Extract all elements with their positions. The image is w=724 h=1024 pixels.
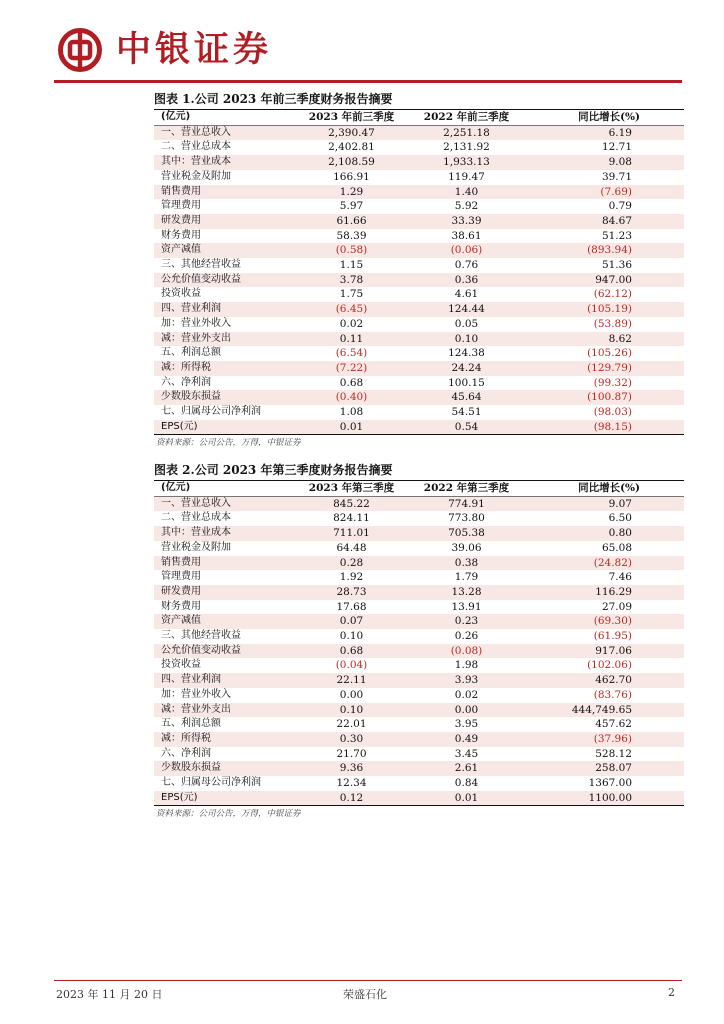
row-label: 四、营业利润 [154,673,294,688]
value-current: (7.22) [294,361,409,376]
table-row [154,600,684,615]
source-note: 资料来源：公司公告，万得，中银证券 [156,438,301,449]
value-prior: 0.23 [409,614,524,629]
value-yoy: (129.79) [524,361,684,376]
value-yoy: (99.32) [593,376,632,389]
value-prior: 39.06 [451,541,482,554]
row-label: 销售费用 [154,556,294,571]
value-prior: 13.28 [409,585,524,600]
value-prior: 0.05 [454,317,479,330]
value-yoy: 444,749.65 [524,703,684,718]
table-row [154,732,684,747]
footer-company: 荣盛石化 [343,988,387,1001]
table-header-row [154,110,684,125]
value-yoy: 7.46 [608,571,632,584]
value-prior: 2,251.18 [409,125,524,140]
row-label: 少数股东损益 [154,761,294,776]
table-row [154,585,684,600]
value-current: 58.39 [336,229,367,242]
value-yoy: 947.00 [524,273,684,288]
value-yoy: (98.03) [593,406,632,419]
table-row [154,629,684,644]
value-yoy: 8.62 [524,332,684,347]
table-row [154,541,684,556]
row-label: 加：营业外收入 [161,688,231,700]
value-current: 28.73 [294,585,409,600]
value-current: 0.28 [294,556,409,571]
row-label: 一、营业总收入 [154,496,294,511]
value-current: (0.40) [294,390,409,405]
table-row [154,526,684,541]
value-current: 2,390.47 [294,125,409,140]
header-unit: (亿元) [154,110,294,125]
value-current: 0.30 [294,732,409,747]
table-row [154,258,684,273]
row-label: 减：所得税 [154,732,294,747]
value-yoy: 917.06 [524,644,684,659]
value-prior: (0.08) [409,644,524,659]
row-label: 管理费用 [161,200,201,212]
value-current: 1.92 [339,571,364,584]
value-yoy: 1367.00 [588,777,632,790]
value-prior: 774.91 [409,496,524,511]
header-current: 2023 年前三季度 [294,110,409,125]
value-prior: 100.15 [448,376,485,389]
value-prior: 0.76 [454,259,479,272]
value-current: 0.10 [339,630,364,643]
table-row [154,170,684,185]
row-label: 财务费用 [161,229,201,241]
value-current: 0.10 [294,703,409,718]
header-unit: (亿元) [154,481,294,496]
row-label: 研发费用 [154,585,294,600]
table-row [154,214,684,229]
header-prior: 2022 年第三季度 [409,481,524,496]
value-current: 5.97 [339,200,364,213]
row-label: 加：营业外收入 [161,317,231,329]
value-current: 0.00 [339,688,364,701]
value-current: (0.04) [335,659,368,672]
row-label: 减：营业外支出 [154,332,294,347]
row-label: 五、利润总额 [161,347,221,359]
row-label: 营业税金及附加 [161,170,231,182]
table-row [154,570,684,585]
header-prior: 2022 年前三季度 [409,110,524,125]
value-current: 0.11 [294,332,409,347]
value-yoy: 0.79 [608,200,632,213]
value-yoy: 0.80 [524,526,684,541]
value-prior: 2.61 [409,761,524,776]
value-yoy: 39.71 [601,170,632,183]
value-yoy: (105.26) [587,347,632,360]
value-yoy: 51.23 [601,229,632,242]
value-prior: 0.84 [454,777,479,790]
header-current: 2023 年第三季度 [294,481,409,496]
value-prior: 2,131.92 [443,141,490,154]
footer-date: 2023 年 11 月 20 日 [56,988,163,1001]
value-yoy: 462.70 [524,673,684,688]
table-row [154,185,684,200]
row-label: 二、营业总成本 [161,512,231,524]
header-yoy: 同比增长(%) [524,481,684,496]
value-current: 0.68 [294,644,409,659]
value-prior: 124.44 [409,302,524,317]
row-label: 资产减值 [154,243,294,258]
page-header [54,24,682,82]
value-yoy: (53.89) [593,317,632,330]
value-current: 1.15 [339,259,364,272]
source-note: 资料来源：公司公告，万得，中银证券 [156,809,301,820]
table-row [154,140,684,155]
value-prior: 38.61 [451,229,482,242]
table-row [154,125,684,140]
value-yoy: 457.62 [595,718,632,731]
table-row [154,332,684,347]
value-yoy: 528.12 [595,747,632,760]
table-row [154,791,684,806]
value-prior: 0.01 [409,791,524,806]
value-prior: 1,933.13 [409,155,524,170]
table-row [154,155,684,170]
table-row [154,556,684,571]
value-yoy: 1100.00 [524,791,684,806]
table-row [154,496,684,511]
row-label: 六、净利润 [161,376,211,388]
value-current: 3.78 [294,273,409,288]
value-current: (6.54) [335,347,368,360]
table-block-2 [154,460,684,822]
value-current: 0.02 [339,317,364,330]
value-yoy: 51.36 [601,259,632,272]
table-row [154,776,684,791]
row-label: 研发费用 [154,214,294,229]
row-label: EPS(元) [154,420,294,435]
table-row [154,747,684,762]
value-yoy: (98.15) [524,420,684,435]
row-label: 少数股东损益 [154,390,294,405]
value-yoy: 116.29 [524,585,684,600]
row-label: 财务费用 [161,600,201,612]
table-row [154,405,684,420]
value-prior: 0.36 [409,273,524,288]
table-row [154,243,684,258]
value-yoy: 6.19 [524,125,684,140]
value-current: 1.08 [339,406,364,419]
row-label: 七、归属母公司净利润 [161,777,261,789]
table-block-1 [154,89,684,451]
table-title: 图表 1.公司 2023 年前三季度财务报告摘要 [154,89,684,110]
value-prior: 124.38 [448,347,485,360]
row-label: 其中：营业成本 [154,526,294,541]
row-label: 资产减值 [154,614,294,629]
value-current: 711.01 [294,526,409,541]
value-yoy: (62.12) [593,288,632,301]
table-row [154,761,684,776]
value-current: 22.01 [336,718,367,731]
value-current: 824.11 [333,512,370,525]
value-current: 0.68 [339,376,364,389]
value-yoy: (83.76) [593,688,632,701]
row-label: 减：营业外支出 [154,703,294,718]
table-row [154,644,684,659]
value-current: 1.75 [339,288,364,301]
row-label: 六、净利润 [161,747,211,759]
financial-table [154,110,684,435]
table-row [154,703,684,718]
value-prior: 4.61 [454,288,479,301]
table-row [154,199,684,214]
value-yoy: (100.87) [524,390,684,405]
bank-of-china-logo-icon [58,28,102,72]
value-prior: 0.00 [409,703,524,718]
value-prior: 705.38 [409,526,524,541]
row-label: 三、其他经营收益 [161,630,241,642]
value-prior: 0.10 [409,332,524,347]
value-yoy: (102.06) [587,659,632,672]
value-current: 9.36 [294,761,409,776]
table-row [154,376,684,391]
row-label: 投资收益 [161,288,201,300]
row-label: 公允价值变动收益 [154,644,294,659]
table-row [154,658,684,673]
value-prior: 13.91 [451,600,482,613]
value-prior: 0.54 [409,420,524,435]
table-row [154,317,684,332]
row-label: 七、归属母公司净利润 [161,406,261,418]
value-current: 17.68 [336,600,367,613]
value-current: (6.45) [294,302,409,317]
value-yoy: (7.69) [524,185,684,200]
value-current: 61.66 [294,214,409,229]
financial-table [154,481,684,806]
table-row [154,688,684,703]
value-yoy: 9.07 [524,496,684,511]
value-prior: 119.47 [448,170,485,183]
value-current: 12.34 [336,777,367,790]
value-yoy: 12.71 [601,141,632,154]
row-label: 其中：营业成本 [154,155,294,170]
table-row [154,614,684,629]
value-prior: 24.24 [409,361,524,376]
value-prior: 1.40 [409,185,524,200]
value-current: 64.48 [336,541,367,554]
row-label: 三、其他经营收益 [161,259,241,271]
value-prior: 45.64 [409,390,524,405]
value-prior: 1.98 [454,659,479,672]
value-prior: 5.92 [454,200,479,213]
table-row [154,511,684,526]
value-yoy: (893.94) [524,243,684,258]
value-prior: 3.93 [409,673,524,688]
value-current: 21.70 [336,747,367,760]
value-yoy: (105.19) [524,302,684,317]
value-prior: 3.45 [454,747,479,760]
table-title: 图表 2.公司 2023 年第三季度财务报告摘要 [154,460,684,481]
table-row [154,273,684,288]
brand-name: 中银证券 [116,29,273,70]
header-yoy: 同比增长(%) [524,110,684,125]
value-prior: 0.38 [409,556,524,571]
value-prior: 1.79 [454,571,479,584]
value-yoy: 6.50 [608,512,632,525]
value-yoy: (24.82) [524,556,684,571]
value-current: 166.91 [333,170,370,183]
value-current: 1.29 [294,185,409,200]
value-prior: 0.26 [454,630,479,643]
row-label: 一、营业总收入 [154,125,294,140]
row-label: 销售费用 [154,185,294,200]
table-row [154,717,684,732]
table-header-row [154,481,684,496]
value-current: 22.11 [294,673,409,688]
row-label: 四、营业利润 [154,302,294,317]
value-yoy: (61.95) [593,630,632,643]
header-divider [54,80,682,83]
value-current: 2,402.81 [328,141,375,154]
value-prior: (0.06) [409,243,524,258]
row-label: 二、营业总成本 [161,141,231,153]
value-prior: 33.39 [409,214,524,229]
row-label: 五、利润总额 [161,718,221,730]
table-row [154,361,684,376]
value-current: 0.01 [294,420,409,435]
value-prior: 773.80 [448,512,485,525]
row-label: EPS(元) [154,791,294,806]
value-yoy: 258.07 [524,761,684,776]
page-number: 2 [668,986,675,999]
value-prior: 0.49 [409,732,524,747]
value-current: 0.12 [294,791,409,806]
table-row [154,390,684,405]
value-yoy: (69.30) [524,614,684,629]
value-yoy: 84.67 [524,214,684,229]
row-label: 投资收益 [161,659,201,671]
row-label: 营业税金及附加 [161,541,231,553]
value-current: 2,108.59 [294,155,409,170]
table-row [154,287,684,302]
value-yoy: 65.08 [601,541,632,554]
value-yoy: 27.09 [601,600,632,613]
footer-divider [54,980,682,981]
row-label: 管理费用 [161,571,201,583]
table-row [154,302,684,317]
table-row [154,673,684,688]
value-current: 0.07 [294,614,409,629]
value-yoy: 9.08 [524,155,684,170]
row-label: 公允价值变动收益 [154,273,294,288]
value-yoy: (37.96) [524,732,684,747]
value-prior: 54.51 [451,406,482,419]
table-row [154,346,684,361]
value-prior: 0.02 [454,688,479,701]
table-row [154,229,684,244]
value-prior: 3.95 [454,718,479,731]
row-label: 减：所得税 [154,361,294,376]
table-row [154,420,684,435]
value-current: (0.58) [294,243,409,258]
value-current: 845.22 [294,496,409,511]
